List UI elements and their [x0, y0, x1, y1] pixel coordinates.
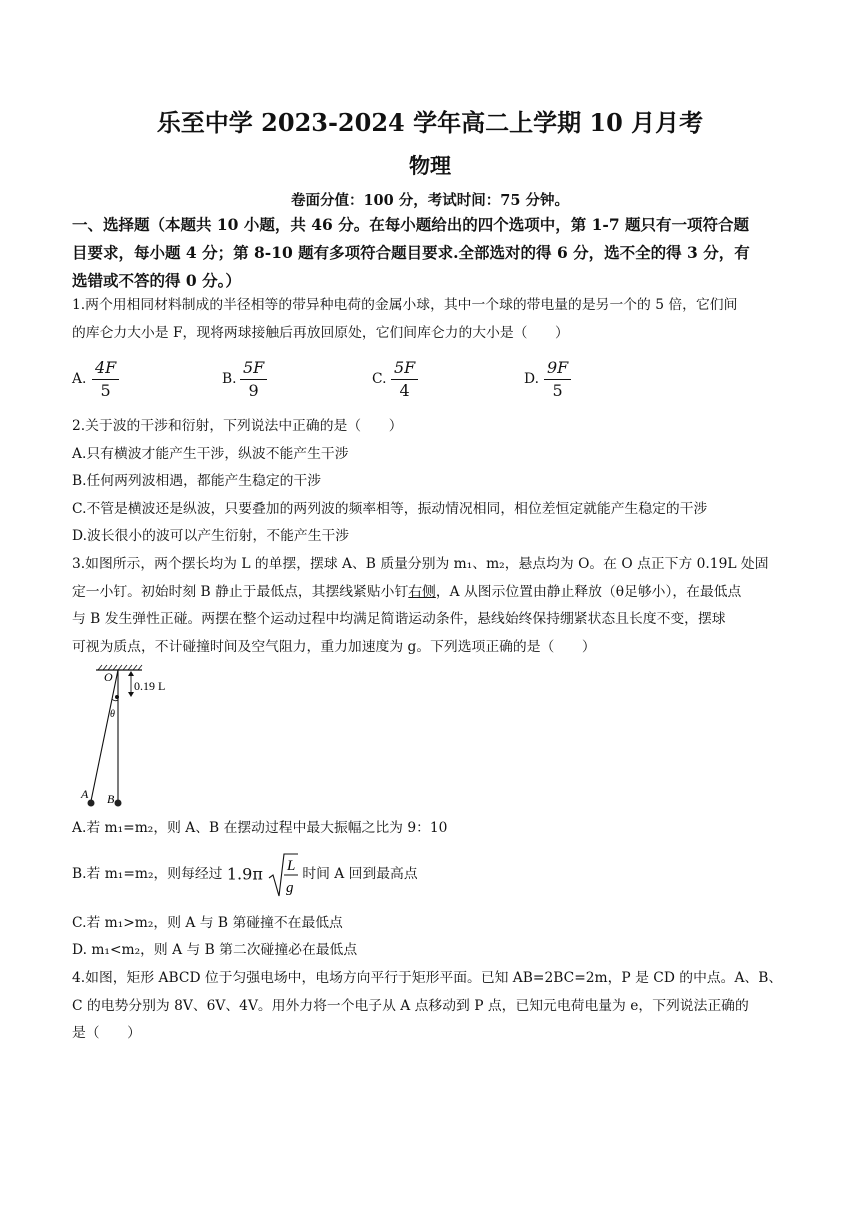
fraction-denominator: 5	[100, 381, 111, 400]
fraction-numerator: 5F	[391, 357, 418, 380]
ball-b	[115, 800, 122, 807]
question-4-line: 是（ ）	[72, 1025, 141, 1041]
string-a	[91, 670, 118, 801]
question-3-line: 可视为质点，不计碰撞时间及空气阻力，重力加速度为 g。下列选项正确的是（ ）	[72, 638, 596, 655]
option-b-fraction	[240, 357, 267, 402]
option-d-fraction	[544, 357, 571, 402]
question-4-line: C 的电势分别为 8V、6V、4V。用外力将一个电子从 A 点移动到 P 点，已知元电荷电量为 e，下列说法正确的	[72, 997, 749, 1014]
section-heading-line: 选错或不答的得 0 分。）	[72, 271, 241, 290]
theta-arc	[112, 699, 118, 701]
ball-a	[88, 800, 95, 807]
label-a: A	[81, 787, 89, 801]
nail	[115, 695, 119, 699]
fraction-denominator: 9	[248, 381, 259, 400]
exam-title: 乐至中学 2023-2024 学年高二上学期 10 月月考	[156, 108, 704, 137]
question-1	[72, 292, 794, 347]
question-3-line: 3.如图所示，两个摆长均为 L 的单摆，摆球 A、B 质量分别为 m₁、m₂，悬点均为 O。在 O 点正下方 0.19L 处固	[72, 556, 769, 572]
question-4	[72, 965, 794, 1048]
formula-coefficient: 1.9π	[226, 864, 263, 884]
question-3-option-c: C.若 m₁>m₂，则 A 与 B 第碰撞不在最低点	[72, 915, 343, 931]
option-b-text: B.若 m₁=m₂，则每经过	[72, 866, 223, 883]
option-d-label: D.	[524, 371, 539, 387]
question-2	[72, 413, 794, 551]
question-1-line: 1.两个用相同材料制成的半径相等的带异种电荷的金属小球，其中一个球的带电量的是另一个的 5 倍，它们间	[72, 297, 738, 313]
sqrt-numerator: L	[286, 858, 296, 874]
question-1-options	[72, 357, 794, 407]
question-3-underlined: 右侧	[408, 583, 436, 600]
label-theta: θ	[110, 709, 115, 720]
fraction-numerator: 4F	[92, 357, 119, 380]
question-3-text: ，A 从图示位置由静止释放（θ足够小），在最低点	[435, 583, 742, 600]
fraction-denominator: 4	[399, 381, 410, 400]
fraction-denominator: 5	[552, 381, 563, 400]
option-b-formula	[227, 852, 298, 898]
question-3-option-d: D. m₁<m₂，则 A 与 B 第二次碰撞必在最低点	[72, 942, 358, 958]
question-2-option-d: D.波长很小的波可以产生衍射，不能产生干涉	[72, 528, 350, 544]
option-b-text-end: 时间 A 回到最高点	[302, 866, 418, 883]
sqrt-denominator: g	[285, 880, 294, 896]
section-heading-line: 目要求，每小题 4 分；第 8-10 题有多项符合题目要求.全部选对的得 6 分，选不全的得 3 分，有	[72, 243, 750, 262]
question-1-line: 的库仑力大小是 F，现将两球接触后再放回原处，它们间库仑力的大小是（ ）	[72, 324, 569, 341]
subject-title: 物理	[409, 153, 451, 178]
question-4-line: 4.如图，矩形 ABCD 位于匀强电场中，电场方向平行于矩形平面。已知 AB=2BC=2m，P 是 CD 的中点。A、B、	[72, 970, 783, 986]
question-3-option-b	[72, 852, 794, 900]
option-c-fraction	[391, 357, 418, 402]
label-length: 0.19 L	[134, 679, 166, 693]
question-3-line	[72, 579, 794, 607]
question-2-stem: 2.关于波的干涉和衍射，下列说法中正确的是（ ）	[72, 418, 403, 434]
option-a-label: A.	[72, 371, 87, 387]
question-3-option-a: A.若 m₁=m₂，则 A、B 在摆动过程中最大振幅之比为 9：10	[72, 820, 448, 836]
question-3	[72, 551, 794, 661]
sqrt-icon	[268, 852, 298, 898]
question-2-option-a: A.只有横波才能产生干涉，纵波不能产生干涉	[72, 445, 349, 462]
fraction-numerator: 5F	[240, 357, 267, 380]
score-info: 卷面分值：100 分，考试时间：75 分钟。	[290, 192, 570, 209]
dimension-arrow-top	[128, 671, 134, 676]
fraction-numerator: 9F	[544, 357, 571, 380]
option-b-label: B.	[222, 371, 237, 387]
question-3-line: 与 B 发生弹性正碰。两摆在整个运动过程中均满足简谐运动条件，悬线始终保持绷紧状态且长度不变，摆球	[72, 611, 726, 627]
section-heading-line: 一、选择题（本题共 10 小题，共 46 分。在每小题给出的四个选项中，第 1-7 题只有一项符合题	[72, 215, 750, 234]
pendulum-figure	[80, 662, 190, 812]
label-o: O	[104, 670, 113, 684]
question-3-text: 定一小钉。初始时刻 B 静止于最低点，其摆线紧贴小钉	[72, 583, 409, 600]
option-a-fraction	[92, 357, 119, 402]
question-2-option-c: C.不管是横波还是纵波，只要叠加的两列波的频率相等，振动情况相同，相位差恒定就能产生稳定的干涉	[72, 500, 708, 517]
label-b: B	[107, 792, 115, 806]
section-heading	[72, 211, 794, 295]
option-c-label: C.	[372, 371, 387, 387]
question-2-option-b: B.任何两列波相遇，都能产生稳定的干涉	[72, 473, 322, 489]
